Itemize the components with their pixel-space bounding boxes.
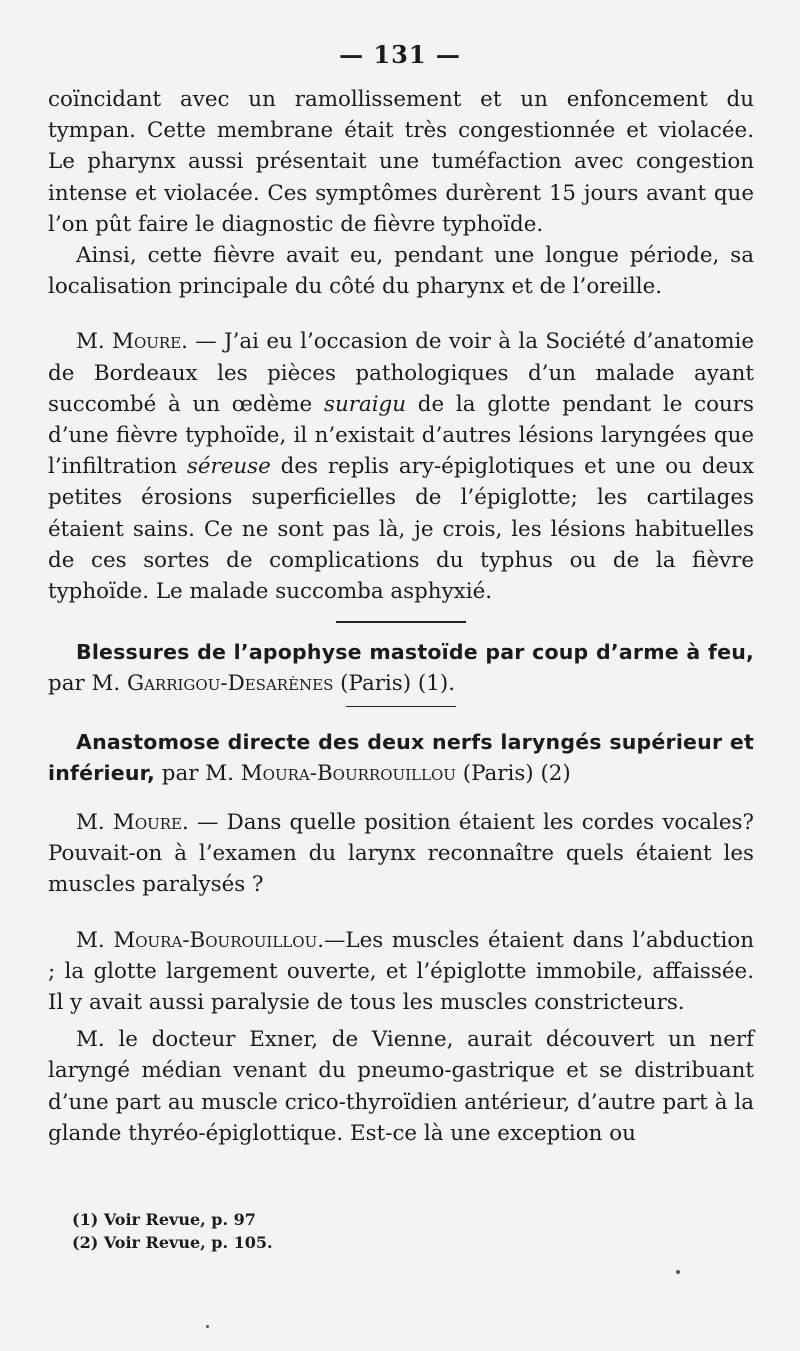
paragraph-text: —Les muscles étaient dans l’abduction ; la glotte largement ouverte, et l’épiglotte immobile, affaissée. Il y avait aussi paralysie de tous les muscles constricteurs. — [48, 927, 754, 1016]
section-separator — [346, 706, 456, 707]
page-number: — 131 — — [339, 40, 461, 69]
footnote-2: (2) Voir Revue, p. 105. — [72, 1233, 273, 1252]
heading-author: Garrigou-Desarènes — [126, 671, 334, 697]
heading-place: (Paris) (1). — [333, 671, 455, 697]
body-text — [48, 84, 754, 1149]
paragraph-text: — J’ai eu l’occasion de voir à la Société d’anatomie de Bordeaux les pièces pathologiques d’un malade ayant succombé à un œdème — [48, 329, 755, 417]
italic-term: suraigu — [323, 391, 407, 417]
paragraph-1: coïncidant avec un ramollissement et un enfoncement du tympan. Cette membrane était très congestionnée et violacée. Le pharynx aussi présentait une tuméfaction avec congestion intense et violacée. Ces symptômes durèrent 15 jours avant que l’on pût faire le diagnostic de fièvre typhoïde. — [48, 87, 754, 237]
footnote-1: (1) Voir Revue, p. 97 — [72, 1210, 256, 1229]
heading-anastomose — [48, 727, 754, 789]
paragraph-moure-1 — [48, 326, 754, 607]
ink-speck — [206, 1325, 209, 1328]
heading-title: Blessures de l’apophyse mastoïde par coup d’arme à feu, — [76, 640, 754, 665]
ink-speck — [676, 1270, 680, 1274]
speaker-name: M. Moure. — [76, 810, 189, 836]
speaker-name: M. Moure. — [76, 329, 188, 355]
paragraph-text: des replis ary-épiglotiques et une ou deux petites érosions superficielles de l’épiglotte; les cartilages étaient sains. Ce ne sont pas là, je crois, les lésions habituelles de ces sortes de complications du typhus ou de la fièvre typhoïde. Le malade succomba asphyxié. — [48, 454, 754, 605]
heading-by: par M. — [48, 671, 127, 697]
paragraph-text: de la glotte pendant le cours d’une fièvre typhoïde, il n’existait d’autres lésions laryngées que l’infiltration — [48, 391, 754, 480]
paragraph-2: Ainsi, cette fièvre avait eu, pendant une longue période, sa localisation principale du côté du pharynx et de l’oreille. — [48, 243, 754, 300]
paragraph-text: — Dans quelle position étaient les cordes vocales? Pouvait-on à l’examen du larynx reconnaître quels étaient les muscles paralysés ? — [48, 810, 754, 898]
heading-by: par M. — [154, 760, 241, 786]
speaker-name: M. Moura-Bourouillou. — [76, 927, 325, 953]
heading-place: (Paris) (2) — [455, 760, 571, 786]
paragraph-exner: M. le docteur Exner, de Vienne, aurait découvert un nerf laryngé médian venant du pneumo-gastrique et se distribuant d’une part au muscle crico-thyroïdien antérieur, d’autre part à la glande thyréo-épiglottique. Est-ce là une exception ou — [48, 1027, 754, 1146]
section-separator — [336, 621, 466, 623]
heading-author: Moura-Bourrouillou — [240, 760, 456, 786]
heading-blessures — [48, 637, 754, 699]
footnotes — [72, 1208, 273, 1254]
italic-term: séreuse — [186, 454, 271, 480]
paragraph-moura-bourouillou — [48, 925, 754, 1019]
paragraph-moure-2 — [48, 807, 754, 901]
heading-title: Anastomose directe des deux nerfs laryngés supérieur et inférieur, — [48, 729, 754, 785]
